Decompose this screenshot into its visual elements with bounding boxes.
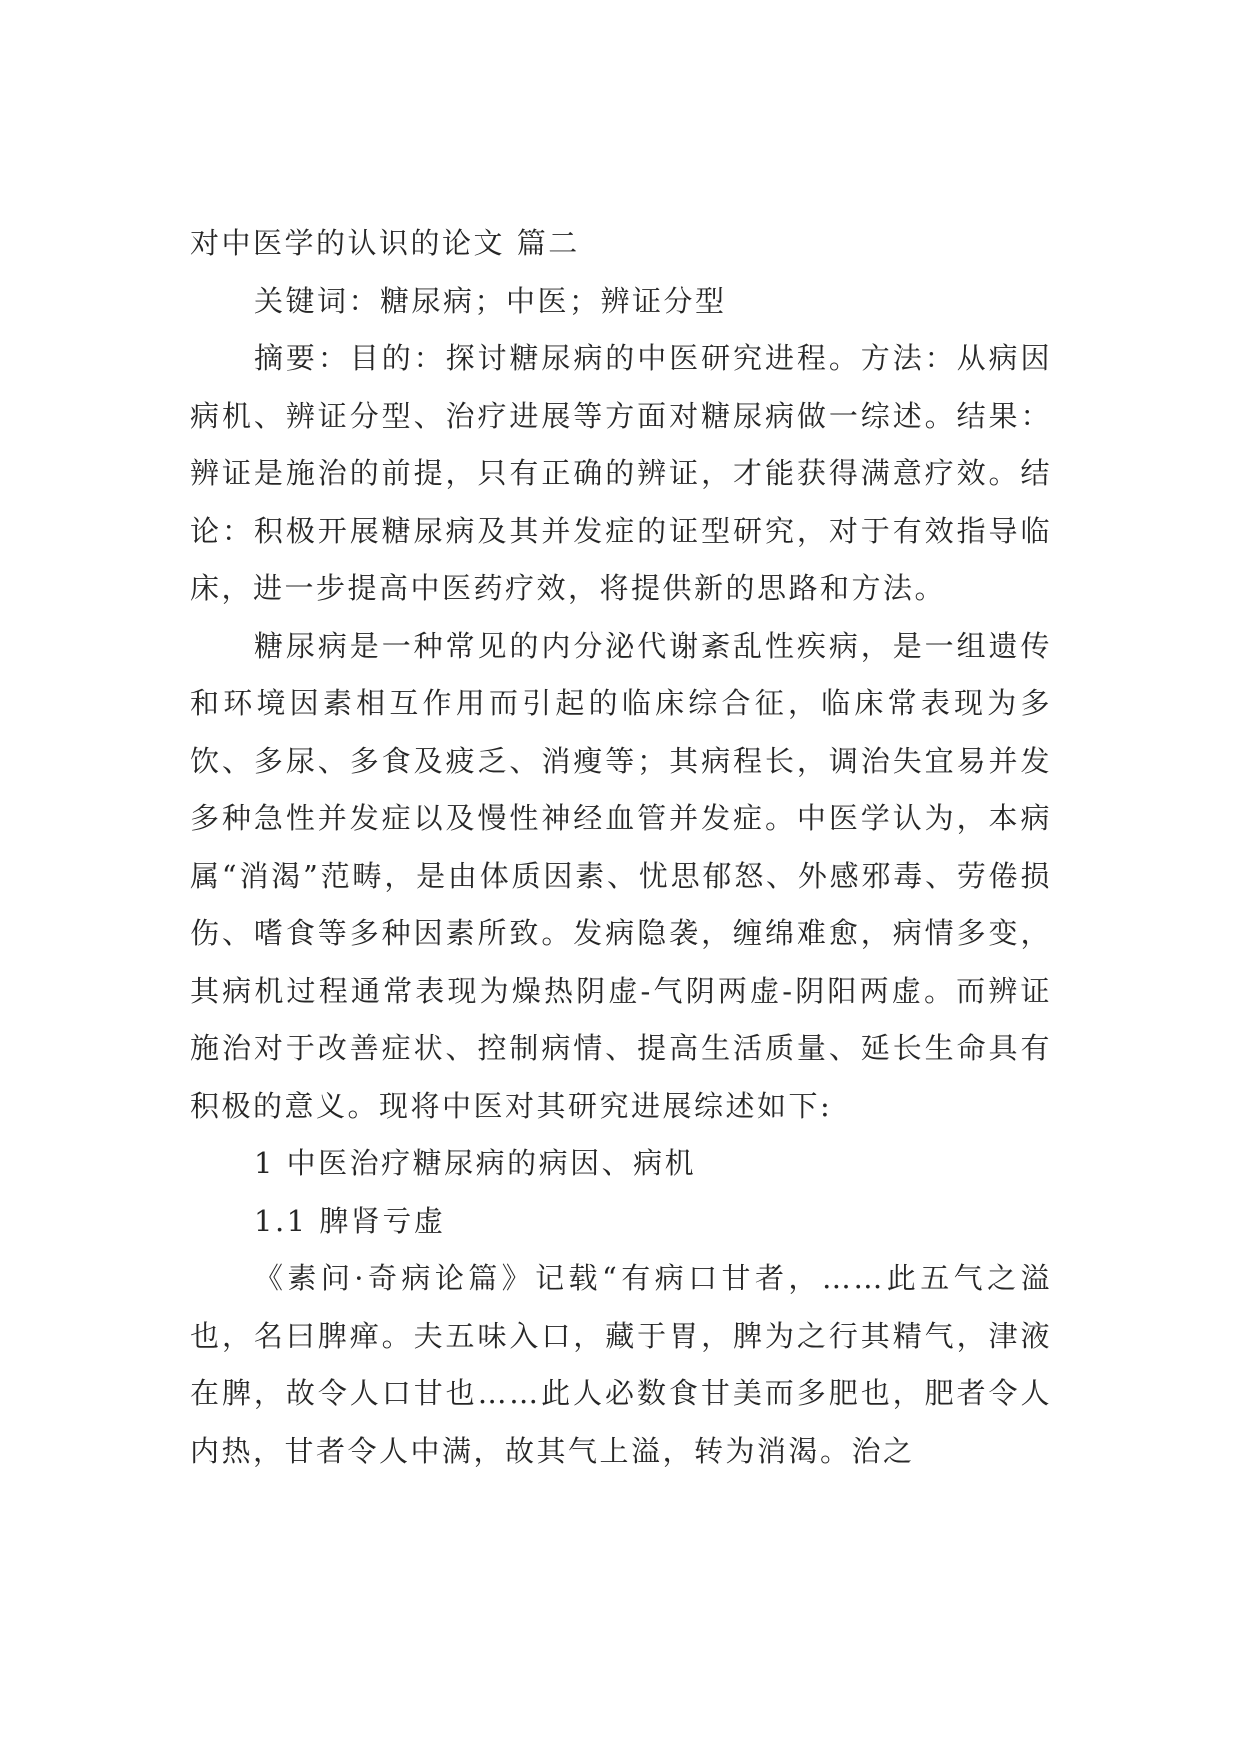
section-heading-1: 1 中医治疗糖尿病的病因、病机: [254, 1146, 697, 1180]
section-heading-1-1: 1.1 脾肾亏虚: [254, 1203, 446, 1238]
intro-paragraph: 糖尿病是一种常见的内分泌代谢紊乱性疾病，是一组遗传和环境因素相互作用而引起的临床综合征，临床常表现为多饮、多尿、多食及疲乏、消瘦等；其病程长，调治失宜易并发多种急性并发症以及慢性神经血管并发症。中医学认为，本病属“消渴”范畴，是由体质因素、忧思郁怒、外感邪毒、劳倦损伤、嗜食等多种因素所致。发病隐袭，缠绵难愈，病情多变，其病机过程通常表现为燥热阴虚-气阴两虚-阴阳两虚。而辨证施治对于改善症状、控制病情、提高生活质量、延长生命具有积极的意义。现将中医对其研究进展综述如下:: [190, 628, 1052, 1123]
document-title: 对中医学的认识的论文 篇二: [190, 226, 580, 260]
quote-paragraph: 《素问·奇病论篇》记载“有病口甘者，……此五气之溢也，名曰脾瘅。夫五味入口，藏于胃，脾为之行其精气，津液在脾，故令人口甘也……此人必数食甘美而多肥也，肥者令人内热，甘者令人中满，故其气上溢，转为消渴。治之: [190, 1261, 1052, 1468]
abstract-paragraph: 摘要：目的：探讨糖尿病的中医研究进程。方法：从病因病机、辨证分型、治疗进展等方面对糖尿病做一综述。结果：辨证是施治的前提，只有正确的辨证，才能获得满意疗效。结论：积极开展糖尿病及其并发症的证型研究，对于有效指导临床，进一步提高中医药疗效，将提供新的思路和方法。: [190, 341, 1052, 605]
document-body: [190, 215, 1052, 1480]
keywords-paragraph: 关键词：糖尿病；中医；辨证分型: [254, 283, 727, 318]
